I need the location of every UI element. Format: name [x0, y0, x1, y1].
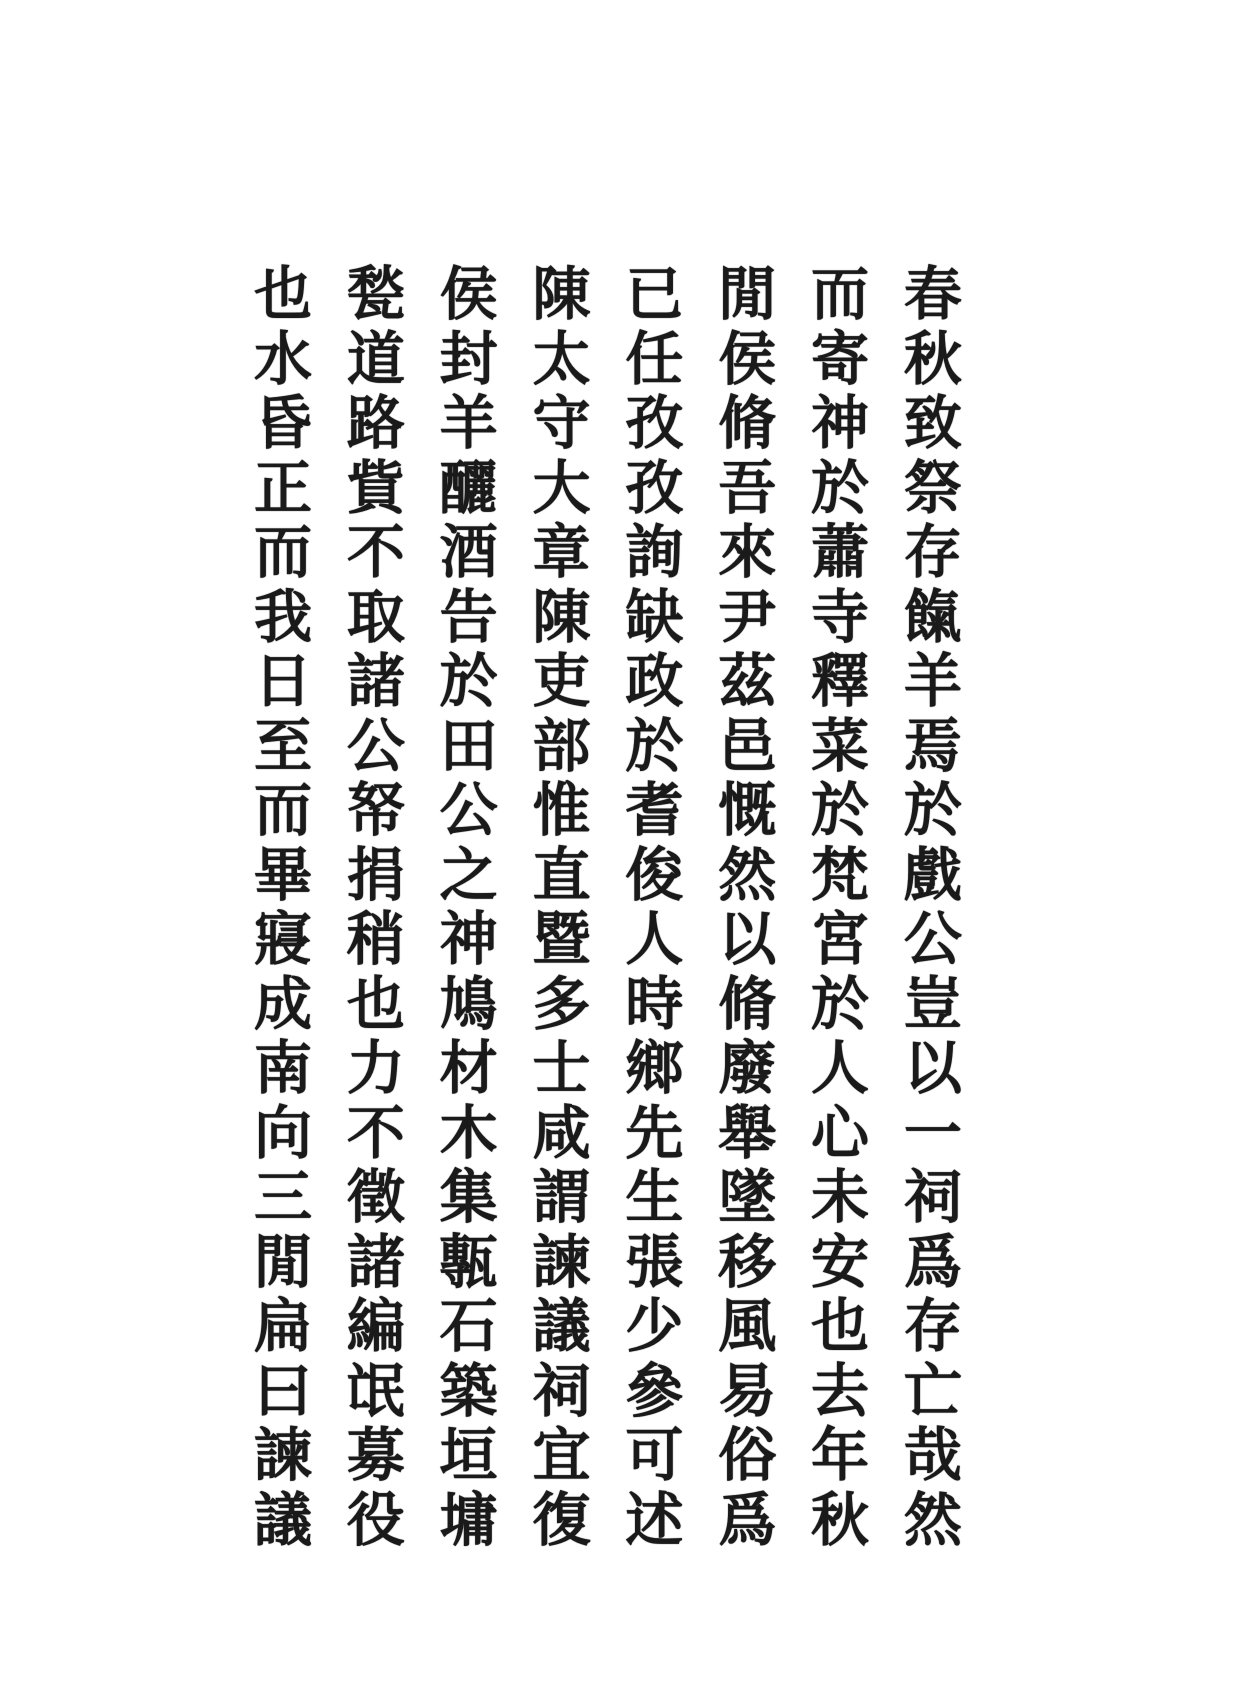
text-character: 舉 — [718, 1098, 777, 1167]
text-column — [898, 262, 968, 1552]
text-character: 日 — [253, 647, 312, 716]
text-character: 直 — [532, 840, 591, 909]
text-character: 而 — [253, 776, 312, 845]
text-character: 釋 — [811, 647, 870, 716]
text-character: 之 — [439, 840, 498, 909]
text-character: 一 — [903, 1098, 962, 1167]
text-character: 墜 — [718, 1163, 777, 1232]
text-character: 扁 — [253, 1292, 312, 1361]
text-character: 道 — [346, 324, 405, 393]
text-character: 募 — [346, 1421, 405, 1490]
text-column — [619, 262, 689, 1552]
text-character: 氓 — [346, 1356, 405, 1425]
text-character: 秋 — [811, 1485, 870, 1554]
text-character: 餼 — [903, 582, 962, 651]
text-character: 孜 — [625, 453, 684, 522]
text-character: 水 — [253, 324, 312, 393]
text-character: 時 — [625, 969, 684, 1038]
text-character: 公 — [903, 905, 962, 974]
text-character: 蕭 — [811, 518, 870, 587]
text-character: 閒 — [253, 1227, 312, 1296]
text-character: 南 — [253, 1034, 312, 1103]
text-character: 廢 — [718, 1034, 777, 1103]
text-character: 諫 — [253, 1421, 312, 1490]
text-character: 春 — [903, 260, 962, 328]
text-character: 年 — [811, 1421, 870, 1490]
text-character: 神 — [439, 905, 498, 974]
text-character: 風 — [718, 1292, 777, 1361]
text-character: 於 — [811, 453, 870, 522]
text-character: 耆 — [625, 776, 684, 845]
text-character: 梵 — [811, 840, 870, 909]
text-character: 章 — [532, 518, 591, 587]
text-character: 寺 — [811, 582, 870, 651]
text-character: 徵 — [346, 1163, 405, 1232]
text-character: 詢 — [625, 518, 684, 587]
text-character: 太 — [532, 324, 591, 393]
text-character: 編 — [346, 1292, 405, 1361]
text-character: 木 — [439, 1098, 498, 1167]
text-character: 祠 — [532, 1356, 591, 1425]
text-character: 菜 — [811, 711, 870, 780]
text-character: 然 — [903, 1485, 962, 1554]
text-character: 爲 — [718, 1485, 777, 1554]
text-character: 昏 — [253, 389, 312, 458]
text-character: 三 — [253, 1163, 312, 1232]
text-character: 神 — [811, 389, 870, 458]
text-character: 述 — [625, 1485, 684, 1554]
text-character: 宮 — [811, 905, 870, 974]
text-character: 去 — [811, 1356, 870, 1425]
text-character: 稍 — [346, 905, 405, 974]
text-character: 宜 — [532, 1421, 591, 1490]
text-character: 孜 — [625, 389, 684, 458]
text-character: 守 — [532, 389, 591, 458]
text-character: 也 — [346, 969, 405, 1038]
text-character: 移 — [718, 1227, 777, 1296]
text-column — [434, 262, 504, 1552]
text-character: 於 — [811, 776, 870, 845]
text-character: 惟 — [532, 776, 591, 845]
text-character: 謂 — [532, 1163, 591, 1232]
text-character: 侯 — [439, 260, 498, 328]
text-character: 脩 — [718, 969, 777, 1038]
text-character: 張 — [625, 1227, 684, 1296]
text-character: 取 — [346, 582, 405, 651]
text-character: 材 — [439, 1034, 498, 1103]
text-character: 成 — [253, 969, 312, 1038]
text-character: 議 — [532, 1292, 591, 1361]
text-character: 封 — [439, 324, 498, 393]
text-character: 大 — [532, 453, 591, 522]
text-character: 諸 — [346, 1227, 405, 1296]
text-character: 帑 — [346, 776, 405, 845]
text-character: 侯 — [718, 324, 777, 393]
text-character: 亡 — [903, 1356, 962, 1425]
text-character: 正 — [253, 453, 312, 522]
text-character: 存 — [903, 518, 962, 587]
text-character: 議 — [253, 1485, 312, 1554]
text-character: 鳩 — [439, 969, 498, 1038]
text-character: 來 — [718, 518, 777, 587]
text-character: 安 — [811, 1227, 870, 1296]
text-character: 墉 — [439, 1485, 498, 1554]
text-character: 於 — [625, 711, 684, 780]
text-character: 甃 — [346, 260, 405, 328]
text-character: 脩 — [718, 389, 777, 458]
text-character: 也 — [811, 1292, 870, 1361]
text-character: 以 — [718, 905, 777, 974]
text-character: 豈 — [903, 969, 962, 1038]
text-character: 諫 — [532, 1227, 591, 1296]
text-character: 先 — [625, 1098, 684, 1167]
text-character: 已 — [625, 260, 684, 328]
text-character: 以 — [903, 1034, 962, 1103]
text-character: 羊 — [439, 389, 498, 458]
text-character: 甎 — [439, 1227, 498, 1296]
text-character: 寄 — [811, 324, 870, 393]
text-character: 陳 — [532, 260, 591, 328]
text-character: 任 — [625, 324, 684, 393]
text-character: 於 — [811, 969, 870, 1038]
text-character: 諸 — [346, 647, 405, 716]
text-character: 田 — [439, 711, 498, 780]
text-column — [712, 262, 782, 1552]
vertical-text-block — [248, 262, 968, 1552]
text-character: 釃 — [439, 453, 498, 522]
text-character: 人 — [625, 905, 684, 974]
text-character: 向 — [253, 1098, 312, 1167]
text-character: 吏 — [532, 647, 591, 716]
text-character: 缺 — [625, 582, 684, 651]
text-character: 築 — [439, 1356, 498, 1425]
text-character: 路 — [346, 389, 405, 458]
text-character: 而 — [811, 260, 870, 328]
text-character: 存 — [903, 1292, 962, 1361]
text-character: 戲 — [903, 840, 962, 909]
text-character: 於 — [903, 776, 962, 845]
text-character: 垣 — [439, 1421, 498, 1490]
text-character: 不 — [346, 518, 405, 587]
text-character: 復 — [532, 1485, 591, 1554]
text-character: 石 — [439, 1292, 498, 1361]
text-character: 而 — [253, 518, 312, 587]
text-character: 未 — [811, 1163, 870, 1232]
text-character: 寢 — [253, 905, 312, 974]
text-character: 祠 — [903, 1163, 962, 1232]
text-character: 酒 — [439, 518, 498, 587]
text-character: 可 — [625, 1421, 684, 1490]
text-character: 茲 — [718, 647, 777, 716]
text-character: 貲 — [346, 453, 405, 522]
text-character: 集 — [439, 1163, 498, 1232]
text-character: 生 — [625, 1163, 684, 1232]
text-character: 羊 — [903, 647, 962, 716]
text-character: 鄉 — [625, 1034, 684, 1103]
text-character: 陳 — [532, 582, 591, 651]
text-character: 人 — [811, 1034, 870, 1103]
text-character: 我 — [253, 582, 312, 651]
text-character: 俊 — [625, 840, 684, 909]
text-character: 部 — [532, 711, 591, 780]
text-character: 吾 — [718, 453, 777, 522]
text-character: 俗 — [718, 1421, 777, 1490]
text-column — [805, 262, 875, 1552]
text-character: 少 — [625, 1292, 684, 1361]
text-character: 然 — [718, 840, 777, 909]
text-character: 秋 — [903, 324, 962, 393]
text-column — [527, 262, 597, 1552]
text-character: 易 — [718, 1356, 777, 1425]
text-column — [248, 262, 318, 1552]
text-character: 畢 — [253, 840, 312, 909]
text-character: 心 — [811, 1098, 870, 1167]
text-character: 多 — [532, 969, 591, 1038]
text-character: 致 — [903, 389, 962, 458]
text-character: 閒 — [718, 260, 777, 328]
text-character: 咸 — [532, 1098, 591, 1167]
text-character: 捐 — [346, 840, 405, 909]
text-character: 祭 — [903, 453, 962, 522]
text-character: 邑 — [718, 711, 777, 780]
text-column — [341, 262, 411, 1552]
text-character: 焉 — [903, 711, 962, 780]
text-character: 告 — [439, 582, 498, 651]
text-character: 役 — [346, 1485, 405, 1554]
text-character: 暨 — [532, 905, 591, 974]
text-character: 公 — [439, 776, 498, 845]
text-character: 至 — [253, 711, 312, 780]
text-character: 不 — [346, 1098, 405, 1167]
text-character: 公 — [346, 711, 405, 780]
text-character: 政 — [625, 647, 684, 716]
text-character: 於 — [439, 647, 498, 716]
text-character: 曰 — [253, 1356, 312, 1425]
text-character: 爲 — [903, 1227, 962, 1296]
text-character: 哉 — [903, 1421, 962, 1490]
text-character: 參 — [625, 1356, 684, 1425]
text-character: 力 — [346, 1034, 405, 1103]
text-character: 慨 — [718, 776, 777, 845]
text-character: 尹 — [718, 582, 777, 651]
text-character: 也 — [253, 260, 312, 328]
text-character: 士 — [532, 1034, 591, 1103]
